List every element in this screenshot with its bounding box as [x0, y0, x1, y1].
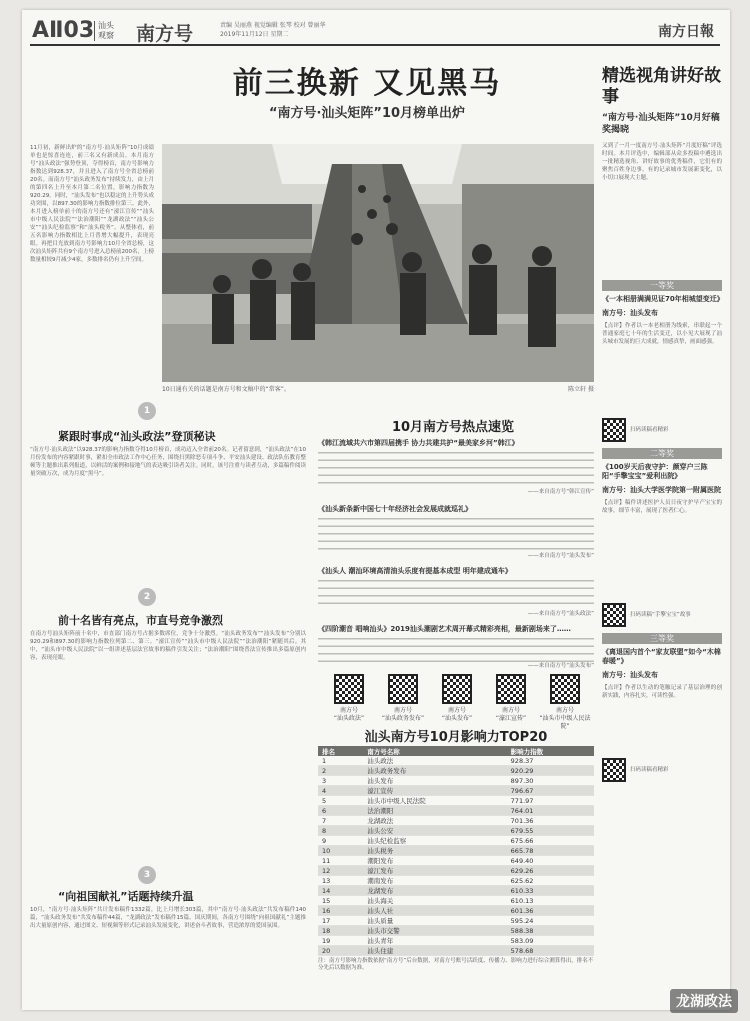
award3-qr — [602, 758, 626, 782]
index-cell: 920.29 — [507, 766, 594, 776]
rank-cell: 18 — [318, 926, 363, 936]
page-code: AⅡ03 — [32, 18, 95, 43]
award2-scan-text: 扫码读稿“手擎宝宝”故事 — [630, 612, 691, 618]
section-title-1: 紧跟时事成“汕头政法”登顶秘诀 — [58, 430, 216, 443]
hot-article-source-4: ——来自南方号“汕头发布” — [527, 663, 594, 669]
hot-article-source-1: ——来自南方号“韩江宣传” — [527, 489, 594, 495]
meta-editors: 责编 吴丽燕 视觉编辑 张琴 校对 曾丽华 — [220, 22, 326, 29]
hot-article-title-1: 《韩江流域共六市第四届携手 协力共建共护“最美家乡河”韩江》 — [318, 439, 519, 447]
award2-source: 南方号：汕头大学医学院第一附属医院 — [602, 486, 721, 494]
index-cell: 625.62 — [507, 876, 594, 886]
name-cell: 法治潮阳 — [363, 806, 506, 816]
rank-cell: 12 — [318, 866, 363, 876]
table-row — [318, 786, 594, 796]
table-row — [318, 856, 594, 866]
section-line-2: 观察 — [98, 31, 114, 40]
hot-article-title-4: 《四阶潮音 唱响汕头》2019汕头潮剧艺术周开幕式精彩亮相，最新剧场来了…… — [318, 625, 571, 633]
hot-article-body-4 — [318, 636, 594, 662]
right-subtitle: “南方号·汕头矩阵”10月好稿奖揭晓 — [602, 113, 720, 135]
index-cell: 679.55 — [507, 826, 594, 836]
hot-article-title-3: 《汕头人 潮汕环境高清油头乐度有提基本成型 明年建成通车》 — [318, 567, 512, 575]
lede-text: 11月初，新鲜出炉的“南方号·汕头矩阵”10月成绩单也是惊喜连连，前三名又有新成员。本月南方号“汕头政法”强势登顶，夺得榜首，南方号影响力指数达到928.37，并且进入了南方号全省总榜前20名。而南方号“汕头政务发布”持续发力，由上月的第四名上升至本月第二名位置，影响力指数为920.29。同时，“汕头发布”也以稳定的上升势头成功突围，以897.30的影响力指数排位第三。此外，本月进入榜单前十的南方号还有“濠江宣传”“汕头市中级人民法院”“法治潮阳”“龙湖政法”“汕头公安”“汕头纪检监察”和“汕头税务”。从整体看，前五名影响力指数相比上月普增大幅提升，表现亮眼。再把目光放到南方号影响力10月全省总榜，这次汕头矩阵共有9个南方号进入总榜前200名，上榜数量相较9月减少4家，多数排名仍有上升空间。 — [30, 145, 154, 263]
table-row — [318, 886, 594, 896]
award1-header: 一等奖 — [602, 280, 722, 291]
photo-caption: 10日通有关的话题是南方号和文稿中的“常客”。 — [162, 386, 290, 393]
rank-cell: 13 — [318, 876, 363, 886]
rank-cell: 17 — [318, 916, 363, 926]
rank-cell: 5 — [318, 796, 363, 806]
index-cell: 928.37 — [507, 756, 594, 766]
award2-qr — [602, 603, 626, 627]
qr-code-4 — [496, 674, 526, 704]
name-cell: 汕头政务发布 — [363, 766, 506, 776]
right-intro: 又到了一月一度南方号·汕头矩阵“月度好稿”评选时间。本月评选中，编辑部从众多投稿中遴选出一批精选视角、讲好故事的优秀稿件，它们有的聚焦百姓身边事，有的记录城市发展新变化，以小切口展现大主题。 — [602, 143, 722, 181]
top20-header-row — [318, 746, 594, 756]
hot-article-source-2: ——来自南方号“汕头发布” — [527, 553, 594, 559]
index-cell: 610.13 — [507, 896, 594, 906]
top20-title: 汕头南方号10月影响力TOP20 — [364, 730, 548, 745]
table-row — [318, 816, 594, 826]
table-row — [318, 916, 594, 926]
award1-source: 南方号：汕头发布 — [602, 309, 658, 317]
col-rank: 排名 — [318, 746, 363, 756]
name-cell: 潮南发布 — [363, 876, 506, 886]
hot-article-body-1 — [318, 450, 594, 486]
name-cell: 汕头人社 — [363, 906, 506, 916]
index-cell: 583.09 — [507, 936, 594, 946]
table-row — [318, 796, 594, 806]
qr-label-5: 南方号 “汕头市中级人民法院” — [539, 707, 591, 730]
name-cell: 汕头税务 — [363, 846, 506, 856]
wechat-watermark: 龙湖政法 — [670, 989, 738, 1013]
section-line-1: 汕头 — [98, 21, 114, 30]
name-cell: 龙湖政法 — [363, 816, 506, 826]
name-cell: 潮阳发布 — [363, 856, 506, 866]
rank-cell: 3 — [318, 776, 363, 786]
award3-source: 南方号：汕头发布 — [602, 671, 658, 679]
rank-cell: 7 — [318, 816, 363, 826]
rank-cell: 4 — [318, 786, 363, 796]
qr-code-1 — [334, 674, 364, 704]
page-header — [30, 18, 720, 46]
table-row — [318, 826, 594, 836]
photo-caption-row — [162, 384, 594, 393]
index-cell: 610.33 — [507, 886, 594, 896]
name-cell: 汕头质量 — [363, 916, 506, 926]
award3-scan-text: 扫码读稿看精彩 — [630, 767, 669, 773]
index-cell: 675.66 — [507, 836, 594, 846]
rank-cell: 2 — [318, 766, 363, 776]
column-name: 南方号 — [136, 23, 194, 45]
qr-code-3 — [442, 674, 472, 704]
top20-note: 注：南方号影响力指数依据“南方号”后台数据，对南方号账号活跃度、传播力、影响力进行综合测算得出，排名不分先后以数据为准。 — [318, 958, 594, 971]
rank-cell: 9 — [318, 836, 363, 846]
award2-scan — [602, 603, 722, 627]
rank-cell: 19 — [318, 936, 363, 946]
hot-article-title-2: 《汕头新条新中国七十年经济社会发展成就巡礼》 — [318, 505, 472, 513]
newspaper-page — [22, 10, 730, 1010]
rank-cell: 15 — [318, 896, 363, 906]
award1-qr — [602, 418, 626, 442]
index-cell: 649.40 — [507, 856, 594, 866]
index-cell: 588.38 — [507, 926, 594, 936]
index-cell: 629.26 — [507, 866, 594, 876]
table-row — [318, 876, 594, 886]
award1-scan — [602, 418, 722, 442]
table-row — [318, 896, 594, 906]
qr-label-4: 南方号 “濠江宣传” — [495, 707, 527, 722]
hot-article-source-3: ——来自南方号“汕头政法” — [527, 611, 594, 617]
table-row — [318, 776, 594, 786]
col-name: 南方号名称 — [363, 746, 506, 756]
rank-cell: 14 — [318, 886, 363, 896]
rank-cell: 16 — [318, 906, 363, 916]
table-row — [318, 866, 594, 876]
name-cell: 汕头政法 — [363, 756, 506, 766]
index-cell: 897.30 — [507, 776, 594, 786]
hot-article-body-3 — [318, 578, 594, 610]
table-row — [318, 846, 594, 856]
index-cell: 796.67 — [507, 786, 594, 796]
name-cell: 汕头海关 — [363, 896, 506, 906]
section-pin-3: 3 — [138, 866, 156, 884]
table-row — [318, 926, 594, 936]
index-cell: 665.78 — [507, 846, 594, 856]
award2-header: 二等奖 — [602, 448, 722, 459]
name-cell: 汕头纪检监察 — [363, 836, 506, 846]
photo-credit: 陈立轩 摄 — [568, 386, 594, 393]
rank-cell: 10 — [318, 846, 363, 856]
section-title-3: “向祖国献礼”话题持续升温 — [58, 890, 194, 903]
rank-cell: 20 — [318, 946, 363, 956]
award1-title: 《一本相册满满见证70年相城望变迁》 — [602, 295, 724, 303]
section-pin-1: 1 — [138, 402, 156, 420]
index-cell: 701.36 — [507, 816, 594, 826]
name-cell: 濠江发布 — [363, 866, 506, 876]
meta-date: 2019年11月12日 星期二 — [220, 31, 289, 38]
rank-cell: 8 — [318, 826, 363, 836]
qr-label-3: 南方号 “汕头发布” — [441, 707, 473, 722]
top20-table — [318, 746, 594, 956]
photo-illustration — [162, 144, 594, 382]
news-photo — [162, 144, 594, 382]
table-row — [318, 906, 594, 916]
section-text-1: “南方号·汕头政法”以928.37的影响力指数夺得10月榜首，成功迈入全省前20名。记者留意到，“汕头政法”在10月份发布的内容紧跟时事，紧扣全市政法工作中心任务，围绕扫黑除恶专项斗争、平安汕头建设、政法队伍教育整顿等主题推出系列报道，以鲜活的案例和接地气的表达吸引读者关注。同时，该号注重与读者互动，多篇稿件阅读量突破万次，成为月度“黑马”。 — [30, 447, 306, 477]
index-cell: 595.24 — [507, 916, 594, 926]
award2-title: 《100岁天后夜守护：颜穿户三陈阳“手擎宝宝”爱利出院》 — [602, 463, 708, 480]
name-cell: 汕头市中级人民法院 — [363, 796, 506, 806]
section-title-2: 前十名皆有亮点，市直号竞争激烈 — [58, 614, 223, 627]
table-row — [318, 766, 594, 776]
rank-cell: 11 — [318, 856, 363, 866]
award3-comment: 【点评】作者以生动的笔触记录了基层治理的创新实践，内容扎实，可读性强。 — [602, 685, 722, 699]
name-cell: 汕头市交警 — [363, 926, 506, 936]
section-text-3: 10月，“南方号·汕头矩阵”共计发布稿件1332篇，比上月增长303篇，其中“南方号·汕头政法”共发布稿件140篇，“汕头政务发布”共发布稿件44篇，“龙湖政法”发布稿件15篇。国庆期间，各南方号围绕“向祖国献礼”主题推出大量原创内容，通过图文、短视频等形式记录汕头发展变化，讲述奋斗者故事，营造浓厚的爱国氛围。 — [30, 907, 306, 929]
index-cell: 764.01 — [507, 806, 594, 816]
table-row — [318, 806, 594, 816]
award3-title: 《离退国内首个“家友联盟”如今“木棉春暖”》 — [602, 648, 721, 665]
qr-label-2: 南方号 “汕头政务发布” — [381, 707, 425, 722]
newspaper-logo: 南方日報 — [658, 24, 714, 40]
name-cell: 汕头住建 — [363, 946, 506, 956]
right-column — [602, 66, 722, 782]
section-text-2: 在南方号汕头矩阵前十名中，市直部门南方号占据多数席位，竞争十分激烈。“汕头政务发布”“汕头发布”分别以920.29和897.30的影响力指数位列第二、第三。“濠江宣传”“汕头市中级人民法院”“法治潮阳”紧随其后。其中，“汕头市中级人民法院”以一组讲述基层法官故事的稿件引发关注；“法治潮阳”围绕普法宣传推出多篇原创内容，表现亮眼。 — [30, 631, 306, 661]
top20-body — [318, 756, 594, 956]
name-cell: 汕头发布 — [363, 776, 506, 786]
right-title: 精选视角讲好故事 — [602, 66, 721, 107]
qr-label-1: 南方号 “汕头政法” — [333, 707, 365, 722]
name-cell: 汕头公安 — [363, 826, 506, 836]
section-pin-2: 2 — [138, 588, 156, 606]
qr-code-5 — [550, 674, 580, 704]
table-row — [318, 836, 594, 846]
award1-scan-text: 扫码读稿看精彩 — [630, 427, 669, 433]
index-cell: 771.97 — [507, 796, 594, 806]
hot-topics-title: 10月南方号热点速览 — [391, 420, 515, 435]
table-row — [318, 946, 594, 956]
index-cell: 578.68 — [507, 946, 594, 956]
rank-cell: 6 — [318, 806, 363, 816]
section-box — [94, 21, 114, 41]
main-headline: 前三换新 又见黑马 — [232, 66, 502, 101]
name-cell: 龙湖发布 — [363, 886, 506, 896]
award2-comment: 【点评】稿件讲述医护人员日夜守护早产宝宝的故事，细节丰富，展现了医者仁心。 — [602, 500, 722, 514]
name-cell: 汕头青年 — [363, 936, 506, 946]
award3-scan — [602, 758, 722, 782]
header-meta — [220, 21, 326, 39]
table-row — [318, 756, 594, 766]
award3-header: 三等奖 — [602, 633, 722, 644]
index-cell: 601.36 — [507, 906, 594, 916]
hot-article-body-2 — [318, 516, 594, 550]
main-subhead: “南方号·汕头矩阵”10月榜单出炉 — [268, 106, 466, 121]
name-cell: 濠江宣传 — [363, 786, 506, 796]
table-row — [318, 936, 594, 946]
rank-cell: 1 — [318, 756, 363, 766]
award1-comment: 【点评】作者以一本老相册为线索，串联起一个普通家庭七十年的生活变迁，以小见大展现了汕头城市发展的巨大成就，情感真挚，画面感强。 — [602, 323, 722, 345]
col-index: 影响力指数 — [507, 746, 594, 756]
qr-code-2 — [388, 674, 418, 704]
